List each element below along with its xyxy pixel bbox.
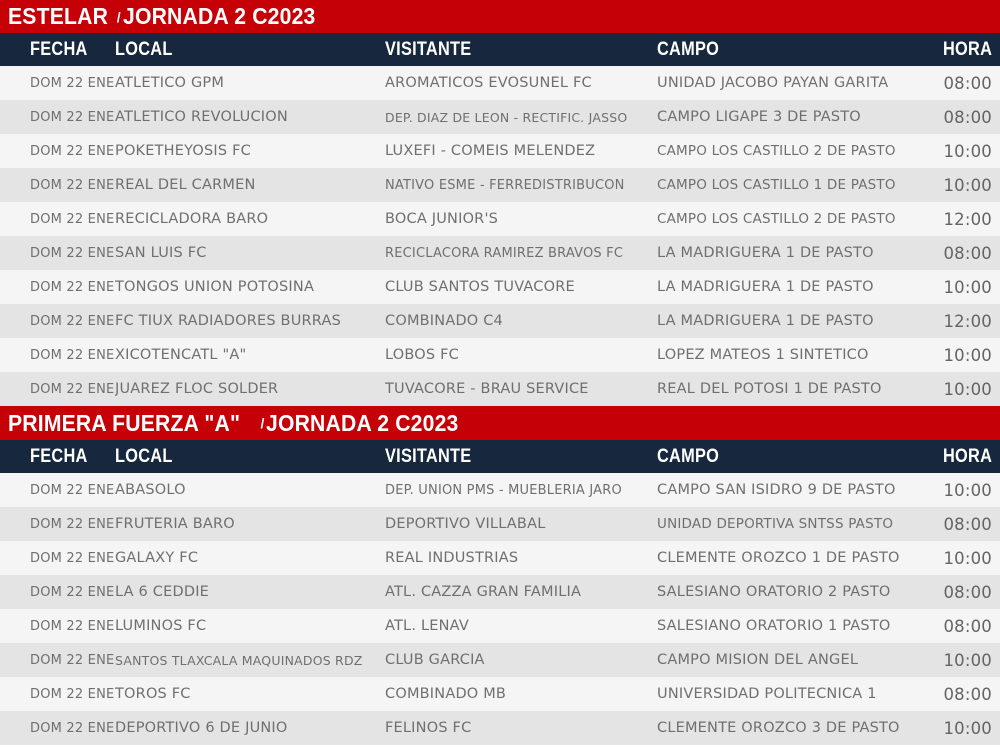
campo-cell: REAL DEL POTOSI 1 DE PASTO [657,381,882,397]
section-title-bar [0,406,1000,440]
campo-cell: SALESIANO ORATORIO 2 PASTO [657,584,891,600]
column-header-campo: CAMPO [657,38,720,60]
local-cell: POKETHEYOSIS FC [115,143,251,159]
fecha-cell: DOM 22 ENE [30,482,115,498]
local-cell: TONGOS UNION POTOSINA [115,279,315,295]
match-row [0,168,1000,202]
hora-cell: 10:00 [943,141,992,161]
local-cell: ATLETICO GPM [115,75,225,91]
fecha-cell: DOM 22 ENE [30,75,115,91]
hora-cell: 08:00 [943,107,992,127]
local-cell: SAN LUIS FC [115,245,207,261]
jornada-title: JORNADA 2 C2023 [122,3,316,29]
jornada-title: JORNADA 2 C2023 [266,409,459,436]
campo-cell: CAMPO LOS CASTILLO 1 DE PASTO [657,177,896,193]
match-row [0,66,1000,100]
campo-cell: CAMPO MISION DEL ANGEL [657,652,859,668]
match-table-body [0,473,1000,745]
league-title: PRIMERA FUERZA "A" [8,409,241,436]
local-cell: REAL DEL CARMEN [115,177,256,193]
campo-cell: LA MADRIGUERA 1 DE PASTO [657,245,874,261]
visitante-cell: CLUB GARCIA [385,652,485,668]
local-cell: ATLETICO REVOLUCION [115,109,288,125]
column-header-visitante: VISITANTE [385,38,472,60]
visitante-cell: CLUB SANTOS TUVACORE [385,279,575,295]
match-row [0,541,1000,575]
campo-cell: CAMPO LOS CASTILLO 2 DE PASTO [657,143,896,159]
campo-cell: UNIDAD JACOBO PAYAN GARITA [657,75,889,91]
campo-cell: LA MADRIGUERA 1 DE PASTO [657,313,874,329]
hora-cell: 10:00 [943,480,992,500]
local-cell: SANTOS TLAXCALA MAQUINADOS RDZ [115,652,363,668]
match-row [0,134,1000,168]
hora-cell: 10:00 [943,175,992,195]
visitante-cell: COMBINADO C4 [385,313,503,329]
fecha-cell: DOM 22 ENE [30,313,115,329]
title-separator: / [260,415,265,431]
section-primera-fuerza-a [0,406,1000,745]
fecha-cell: DOM 22 ENE [30,347,115,363]
fecha-cell: DOM 22 ENE [30,686,115,702]
visitante-cell: ATL. LENAV [385,618,469,634]
column-header-hora: HORA [942,445,992,467]
fecha-cell: DOM 22 ENE [30,720,115,736]
fecha-cell: DOM 22 ENE [30,245,115,261]
title-separator: / [116,8,121,25]
campo-cell: UNIVERSIDAD POLITECNICA 1 [657,686,877,702]
local-cell: LUMINOS FC [115,618,207,634]
fecha-cell: DOM 22 ENE [30,177,115,193]
hora-cell: 10:00 [943,718,992,738]
hora-cell: 10:00 [943,345,992,365]
column-header-hora: HORA [942,38,992,60]
fecha-cell: DOM 22 ENE [30,109,115,125]
column-header-campo: CAMPO [657,445,720,467]
hora-cell: 10:00 [943,379,992,399]
visitante-cell: TUVACORE - BRAU SERVICE [385,381,589,397]
local-cell: XICOTENCATL "A" [115,347,247,363]
fecha-cell: DOM 22 ENE [30,550,115,566]
match-table-body [0,66,1000,406]
column-header-visitante: VISITANTE [385,445,472,467]
campo-cell: UNIDAD DEPORTIVA SNTSS PASTO [657,516,894,532]
hora-cell: 08:00 [943,684,992,704]
match-row [0,202,1000,236]
column-header-local: LOCAL [115,445,173,467]
visitante-cell: NATIVO ESME - FERREDISTRIBUCON [385,177,625,193]
match-row [0,711,1000,745]
fecha-cell: DOM 22 ENE [30,143,115,159]
visitante-cell: LUXEFI - COMEIS MELENDEZ [385,143,596,159]
fecha-cell: DOM 22 ENE [30,279,115,295]
visitante-cell: LOBOS FC [385,347,459,363]
campo-cell: LOPEZ MATEOS 1 SINTETICO [657,347,869,363]
match-row [0,236,1000,270]
fecha-cell: DOM 22 ENE [30,211,115,227]
local-cell: ABASOLO [115,482,186,498]
local-cell: JUAREZ FLOC SOLDER [115,381,279,397]
match-row [0,643,1000,677]
match-row [0,338,1000,372]
match-row [0,270,1000,304]
hora-cell: 10:00 [943,650,992,670]
campo-cell: CLEMENTE OROZCO 1 DE PASTO [657,550,900,566]
fecha-cell: DOM 22 ENE [30,516,115,532]
hora-cell: 08:00 [943,616,992,636]
visitante-cell: COMBINADO MB [385,686,507,702]
hora-cell: 12:00 [943,209,992,229]
visitante-cell: ATL. CAZZA GRAN FAMILIA [385,584,582,600]
local-cell: TOROS FC [115,686,191,702]
match-row [0,100,1000,134]
visitante-cell: DEPORTIVO VILLABAL [385,516,546,532]
league-title: ESTELAR [8,3,109,29]
local-cell: DEPORTIVO 6 DE JUNIO [115,720,288,736]
match-row [0,507,1000,541]
campo-cell: CLEMENTE OROZCO 3 DE PASTO [657,720,900,736]
local-cell: RECICLADORA BARO [115,211,269,227]
local-cell: FRUTERIA BARO [115,516,235,532]
visitante-cell: DEP. UNION PMS - MUEBLERIA JARO [385,482,622,498]
section-title-bar [0,0,1000,33]
visitante-cell: AROMATICOS EVOSUNEL FC [385,75,592,91]
column-header-fecha: FECHA [30,445,88,467]
hora-cell: 08:00 [943,243,992,263]
hora-cell: 08:00 [943,73,992,93]
local-cell: GALAXY FC [115,550,199,566]
match-row [0,677,1000,711]
fecha-cell: DOM 22 ENE [30,381,115,397]
visitante-cell: REAL INDUSTRIAS [385,550,519,566]
visitante-cell: DEP. DIAZ DE LEON - RECTIFIC. JASSO [385,109,628,125]
local-cell: LA 6 CEDDIE [115,584,210,600]
fecha-cell: DOM 22 ENE [30,618,115,634]
match-row [0,473,1000,507]
campo-cell: CAMPO LOS CASTILLO 2 DE PASTO [657,211,896,227]
fecha-cell: DOM 22 ENE [30,584,115,600]
visitante-cell: RECICLACORA RAMIREZ BRAVOS FC [385,245,624,261]
table-header-row [0,440,1000,473]
match-row [0,372,1000,406]
hora-cell: 10:00 [943,277,992,297]
campo-cell: CAMPO LIGAPE 3 DE PASTO [657,109,861,125]
visitante-cell: FELINOS FC [385,720,472,736]
visitante-cell: BOCA JUNIOR'S [385,211,499,227]
fecha-cell: DOM 22 ENE [30,652,115,668]
column-header-fecha: FECHA [30,38,88,60]
campo-cell: SALESIANO ORATORIO 1 PASTO [657,618,891,634]
match-row [0,575,1000,609]
local-cell: FC TIUX RADIADORES BURRAS [115,313,342,329]
hora-cell: 12:00 [943,311,992,331]
match-row [0,609,1000,643]
hora-cell: 08:00 [943,514,992,534]
match-row [0,304,1000,338]
table-header-row [0,33,1000,66]
hora-cell: 08:00 [943,582,992,602]
hora-cell: 10:00 [943,548,992,568]
campo-cell: CAMPO SAN ISIDRO 9 DE PASTO [657,482,896,498]
campo-cell: LA MADRIGUERA 1 DE PASTO [657,279,874,295]
column-header-local: LOCAL [115,38,173,60]
